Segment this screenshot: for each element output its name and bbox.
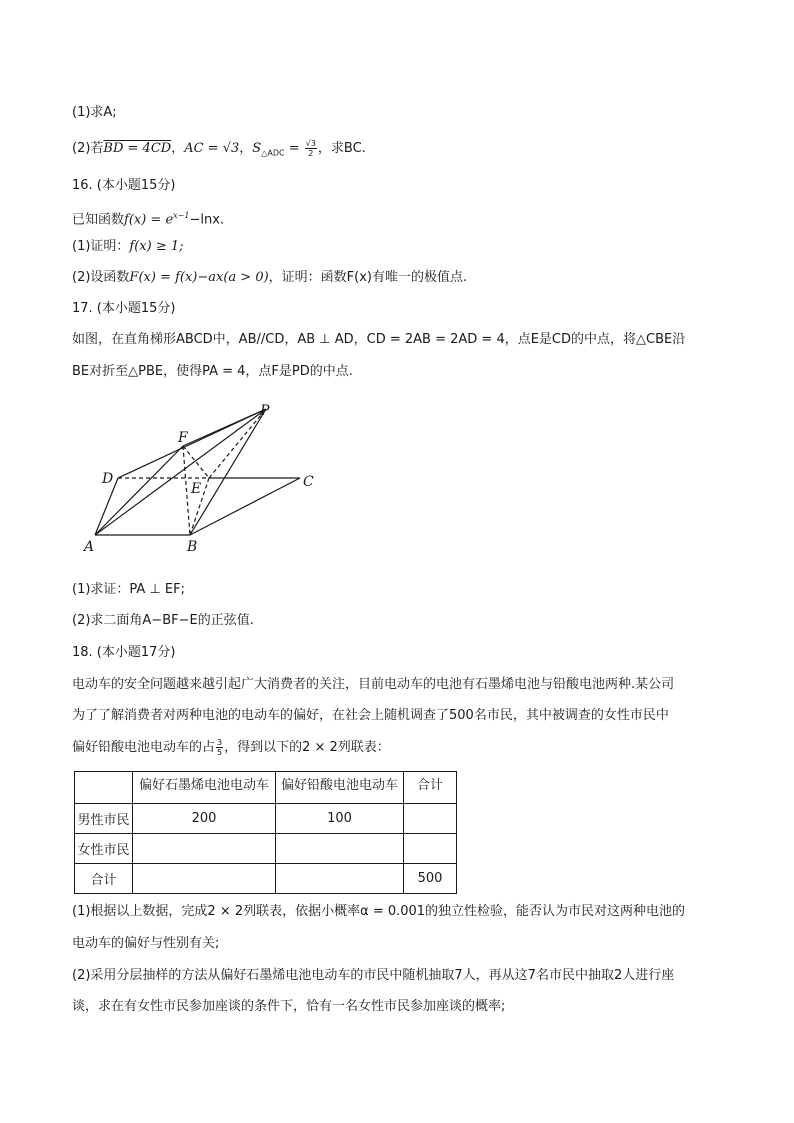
q16-intro-exp: x−1 [173, 211, 190, 220]
q15-part2: (2)若BD = 4CD，AC = √3，$S_{\triangle ADC}$ = $\frac{√3}{2}$ ，求BC. [72, 139, 366, 158]
table-header-row [75, 772, 457, 804]
edge-FP [183, 409, 266, 446]
table-cell [404, 834, 457, 864]
table-cell [404, 804, 457, 834]
edge-AF [95, 446, 183, 535]
edge-FE [183, 446, 209, 478]
q17-part2: (2)求二面角A−BF−E的正弦值. [72, 613, 254, 628]
q15-part2-vector: BD = 4CD [103, 141, 172, 156]
table-header-cell [75, 772, 133, 804]
q15-part2-area-sub: △ADC [261, 148, 285, 158]
label-P: P [260, 403, 270, 419]
table-cell: 500 [404, 864, 457, 894]
table-header-cell: 合计 [404, 772, 457, 804]
q17-header: 17. (本小题15分) [72, 301, 176, 316]
label-D: D [102, 471, 114, 487]
edge-AP [95, 409, 266, 535]
q18-text-line2: 为了了解消费者对两种电池的电动车的偏好，在社会上随机调查了500名市民，其中被调查的女性市民中 [72, 708, 669, 723]
label-C: C [303, 474, 314, 490]
table-cell: 合计 [75, 864, 133, 894]
q15-part2-prefix: (2)若 [72, 141, 104, 156]
q16-intro-func: f(x) = e [124, 212, 174, 228]
q17-text-line1: 如图，在直角梯形ABCD中，AB//CD，AB ⊥ AD，CD = 2AB = 2AD = 4，点E是CD的中点，将△CBE沿 [72, 332, 686, 347]
edge-BP [190, 409, 266, 535]
q15-part2-suffix: ，求BC. [317, 141, 366, 156]
table-cell [133, 864, 276, 894]
label-F: F [178, 430, 188, 446]
q16-part1-expr: f(x) ≥ 1; [129, 239, 184, 254]
q18-header: 18. (本小题17分) [72, 645, 176, 660]
table-cell: 200 [133, 804, 276, 834]
label-E: E [191, 481, 202, 497]
table-cell [276, 834, 404, 864]
q18-part1-line2: 电动车的偏好与性别有关; [72, 936, 220, 951]
table-row [75, 864, 457, 894]
q18-text-line1: 电动车的安全问题越来越引起广大消费者的关注，目前电动车的电池有石墨烯电池与铅酸电池两种.某公司 [72, 677, 675, 692]
table-row [75, 834, 457, 864]
table-cell: 女性市民 [75, 834, 133, 864]
q18-line3-frac: $\frac{3}{5}$ [217, 738, 223, 757]
edge-EP [209, 409, 266, 478]
q16-part1-prefix: (1)证明： [72, 239, 130, 254]
q16-part1 [72, 237, 184, 257]
table-row [75, 804, 457, 834]
label-B: B [187, 539, 198, 555]
edge-FB [183, 446, 190, 535]
table-cell: 100 [276, 804, 404, 834]
q18-part2-line2: 谈，求在有女性市民参加座谈的条件下，恰有一名女性市民参加座谈的概率; [72, 999, 506, 1014]
q16-part2-suffix: ，证明：函数F(x)有唯一的极值点. [268, 270, 468, 285]
label-A: A [84, 539, 95, 555]
table-cell: 男性市民 [75, 804, 133, 834]
q18-text-line3 [72, 738, 390, 758]
table-header-cell: 偏好石墨烯电池电动车 [133, 772, 276, 804]
q15-part1: (1)求A; [72, 105, 117, 120]
q16-part2 [72, 268, 467, 288]
q15-part2-area-lhs: S [252, 141, 262, 156]
table-cell [133, 834, 276, 864]
q18-part1-line1: (1)根据以上数据，完成2 × 2列联表，依据小概率α = 0.001的独立性检验，能否认为市民对这两种电池的 [72, 904, 686, 919]
q16-part2-prefix: (2)设函数 [72, 270, 130, 285]
q16-intro-prefix: 已知函数 [72, 212, 125, 228]
q16-intro-rest: −lnx. [189, 212, 225, 228]
table-header-cell: 偏好铅酸电池电动车 [276, 772, 404, 804]
q18-line3-suffix: ，得到以下的2 × 2列联表： [224, 740, 390, 755]
q16-part2-expr: F(x) = f(x)−ax(a > 0) [129, 270, 269, 285]
q17-geometry-figure [72, 395, 332, 555]
q17-text-line2: BE对折至△PBE，使得PA = 4，点F是PD的中点. [72, 364, 353, 379]
contingency-table [74, 771, 457, 894]
q15-part2-ac: AC = √3 [184, 141, 240, 156]
table-cell [276, 864, 404, 894]
q16-header: 16. (本小题15分) [72, 178, 176, 193]
q17-part1: (1)求证：PA ⊥ EF; [72, 582, 185, 597]
q18-part2-line1: (2)采用分层抽样的方法从偏好石墨烯电池电动车的市民中随机抽取7人，再从这7名市民中抽取2人进行座 [72, 968, 675, 983]
q16-intro [72, 206, 224, 230]
q18-line3-prefix: 偏好铅酸电池电动车的占 [72, 740, 216, 755]
q15-part2-area-frac: $\frac{√3}{2}$ [305, 139, 316, 158]
